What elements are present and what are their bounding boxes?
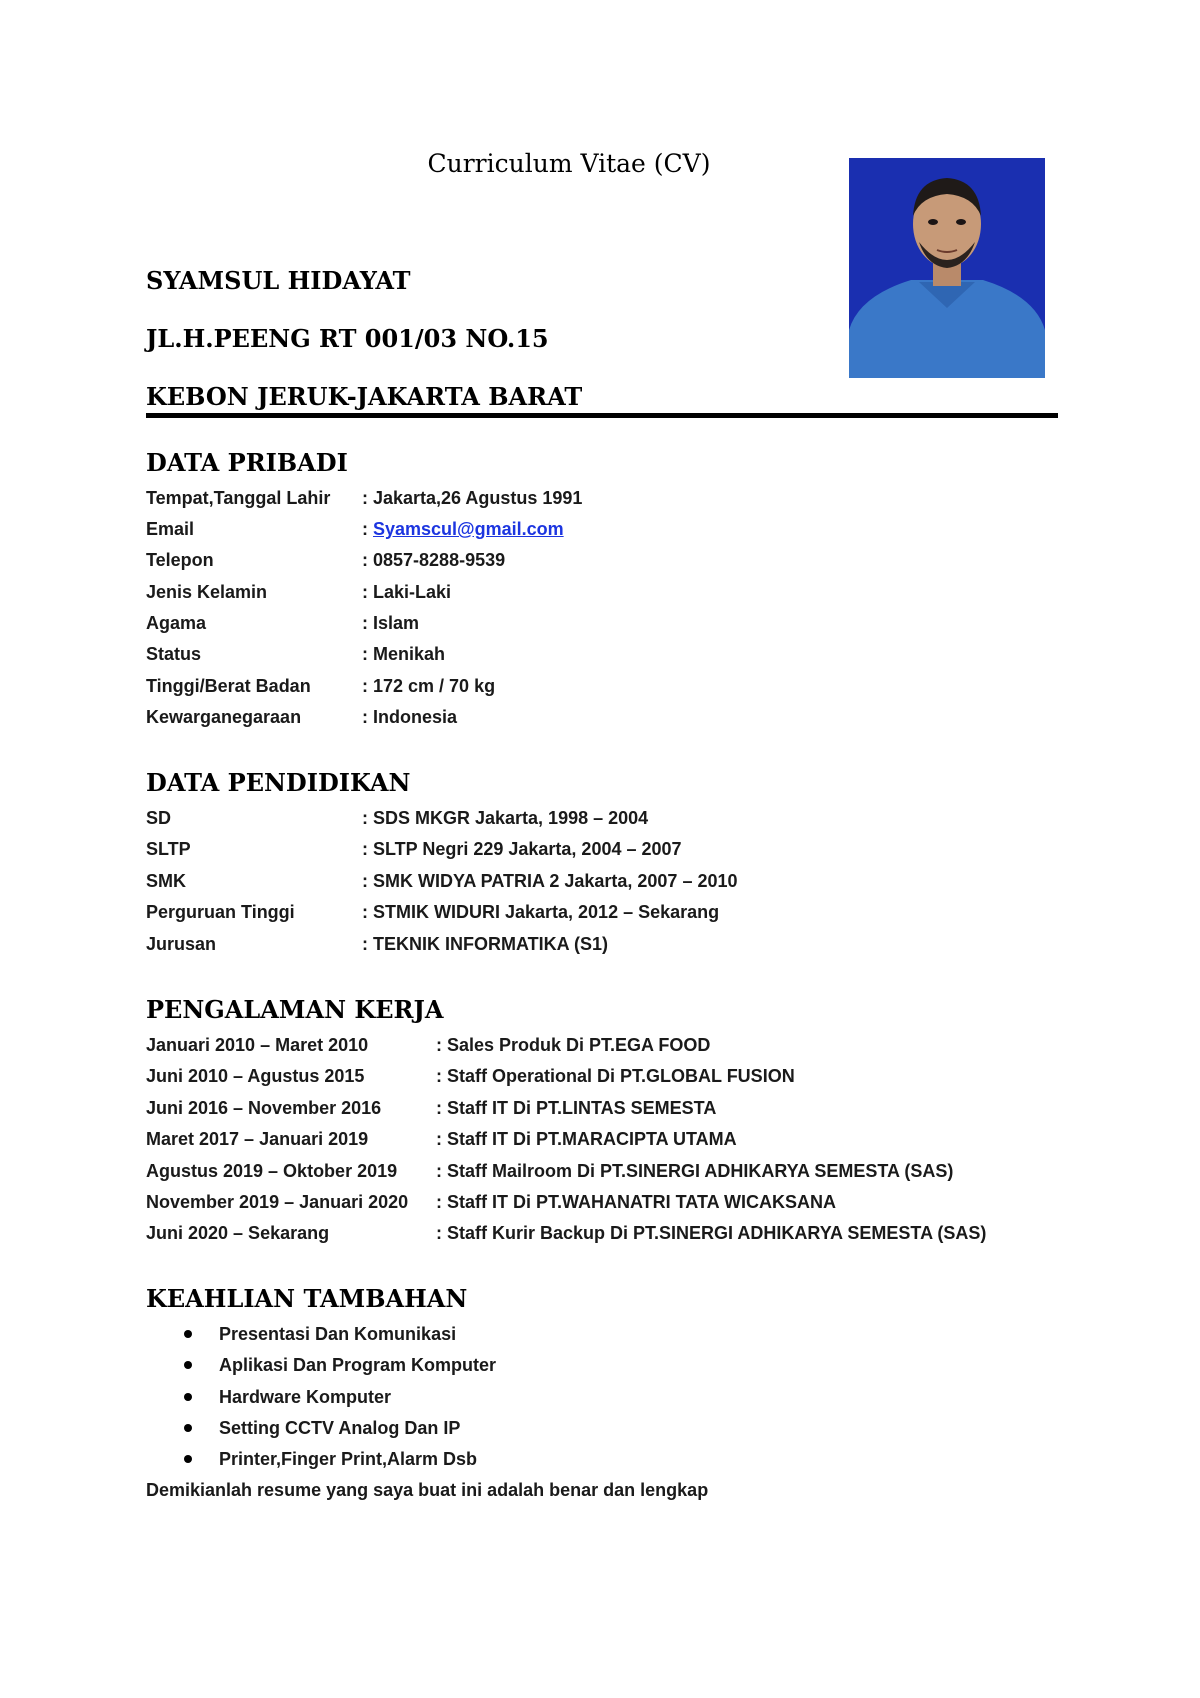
- section-title-data-pendidikan: DATA PENDIDIKAN: [146, 768, 411, 797]
- row-label: Perguruan Tinggi: [146, 902, 295, 922]
- row-label: Maret 2017 – Januari 2019: [146, 1129, 369, 1149]
- row-value: : Islam: [362, 613, 420, 633]
- row-value: : SDS MKGR Jakarta, 1998 – 2004: [362, 808, 649, 828]
- skill-text: Aplikasi Dan Program Komputer: [219, 1355, 497, 1375]
- skill-text: Hardware Komputer: [219, 1387, 392, 1407]
- section-title-keahlian-tambahan: KEAHLIAN TAMBAHAN: [146, 1284, 468, 1313]
- row-label: Telepon: [146, 550, 214, 570]
- applicant-name: SYAMSUL HIDAYAT: [146, 266, 411, 295]
- row-label: SMK: [146, 871, 186, 891]
- row-value: : 0857-8288-9539: [362, 550, 506, 570]
- row-value: : Indonesia: [362, 707, 458, 727]
- row-value: : STMIK WIDURI Jakarta, 2012 – Sekarang: [362, 902, 720, 922]
- row-label: Juni 2016 – November 2016: [146, 1098, 382, 1118]
- row-label: Agustus 2019 – Oktober 2019: [146, 1161, 398, 1181]
- email-link[interactable]: Syamscul@gmail.com: [373, 519, 564, 539]
- profile-photo-image: [849, 158, 1045, 378]
- bullet-icon: [184, 1330, 192, 1338]
- row-label: Januari 2010 – Maret 2010: [146, 1035, 369, 1055]
- row-label: Jurusan: [146, 934, 217, 954]
- row-value: : SLTP Negri 229 Jakarta, 2004 – 2007: [362, 839, 682, 859]
- row-value: : Jakarta,26 Agustus 1991: [362, 488, 583, 508]
- row-label: Juni 2010 – Agustus 2015: [146, 1066, 365, 1086]
- email-prefix: :: [362, 519, 373, 539]
- skill-text: Presentasi Dan Komunikasi: [219, 1324, 457, 1344]
- closing-statement: Demikianlah resume yang saya buat ini adalah benar dan lengkap: [146, 1480, 709, 1500]
- skill-text: Setting CCTV Analog Dan IP: [219, 1418, 461, 1438]
- row-value: : Staff IT Di PT.LINTAS SEMESTA: [436, 1098, 717, 1118]
- bullet-icon: [184, 1424, 192, 1432]
- row-label: Tempat,Tanggal Lahir: [146, 488, 331, 508]
- row-label: Kewarganegaraan: [146, 707, 302, 727]
- row-label: Status: [146, 644, 202, 664]
- row-value: : SMK WIDYA PATRIA 2 Jakarta, 2007 – 2010: [362, 871, 738, 891]
- row-label: Juni 2020 – Sekarang: [146, 1223, 330, 1243]
- row-label: SLTP: [146, 839, 191, 859]
- section-title-data-pribadi: DATA PRIBADI: [146, 448, 348, 477]
- profile-photo: [849, 158, 1045, 378]
- row-value: : Staff Kurir Backup Di PT.SINERGI ADHIKARYA SEMESTA (SAS): [436, 1223, 987, 1243]
- row-label: Tinggi/Berat Badan: [146, 676, 311, 696]
- row-value: : Staff Mailroom Di PT.SINERGI ADHIKARYA SEMESTA (SAS): [436, 1161, 954, 1181]
- row-value: : Staff Operational Di PT.GLOBAL FUSION: [436, 1066, 795, 1086]
- address-line-2: KEBON JERUK-JAKARTA BARAT: [146, 382, 583, 411]
- skill-text: Printer,Finger Print,Alarm Dsb: [219, 1449, 478, 1469]
- row-value: : Laki-Laki: [362, 582, 452, 602]
- row-value: : Staff IT Di PT.MARACIPTA UTAMA: [436, 1129, 737, 1149]
- row-label: Jenis Kelamin: [146, 582, 268, 602]
- row-label: Agama: [146, 613, 207, 633]
- row-label: Email: [146, 519, 195, 539]
- row-value: : Staff IT Di PT.WAHANATRI TATA WICAKSANA: [436, 1192, 836, 1212]
- bullet-icon: [184, 1393, 192, 1401]
- bullet-icon: [184, 1361, 192, 1369]
- section-title-pengalaman-kerja: PENGALAMAN KERJA: [146, 995, 444, 1024]
- header-divider: [146, 413, 1058, 418]
- row-value: [362, 516, 564, 542]
- row-label: November 2019 – Januari 2020: [146, 1192, 409, 1212]
- row-value: : Sales Produk Di PT.EGA FOOD: [436, 1035, 711, 1055]
- row-value: : 172 cm / 70 kg: [362, 676, 496, 696]
- bullet-icon: [184, 1455, 192, 1463]
- row-value: : TEKNIK INFORMATIKA (S1): [362, 934, 608, 954]
- document-title: Curriculum Vitae (CV): [427, 149, 711, 178]
- address-line-1: JL.H.PEENG RT 001/03 NO.15: [146, 324, 549, 353]
- row-value: : Menikah: [362, 644, 446, 664]
- row-label: SD: [146, 808, 172, 828]
